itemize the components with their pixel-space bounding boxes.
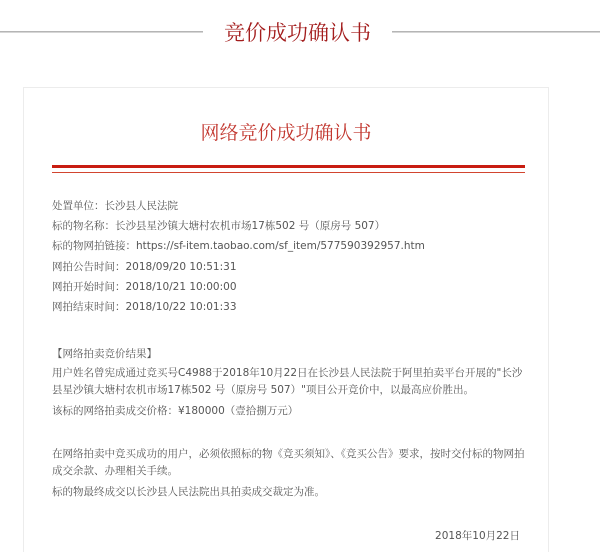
item-link[interactable]: https://sf-item.taobao.com/sf_item/577590392957.htm xyxy=(136,240,425,253)
info-item-name xyxy=(52,216,532,236)
result-section-heading: 【网络拍卖竞价结果】 xyxy=(52,348,157,361)
header-rule-left xyxy=(0,31,203,33)
info-end-time xyxy=(52,297,532,317)
document-title: 网络竞价成功确认书 xyxy=(200,122,372,144)
info-value: 2018/10/21 10:00:00 xyxy=(125,280,237,293)
result-paragraph: 用户姓名曾宪成通过竞买号C4988于2018年10月22日在长沙县人民法院于阿里拍卖平台开展的"长沙县星沙镇大塘村农机市场17栋502 号（原房号 507）"项目公开竞价中，以最高应价胜出。 xyxy=(52,367,523,397)
info-value: 长沙县人民法院 xyxy=(104,200,178,212)
document-content xyxy=(52,196,532,501)
info-value: 2018/10/22 10:01:33 xyxy=(125,300,237,313)
info-value: 2018/09/20 10:51:31 xyxy=(125,260,237,273)
price-line xyxy=(52,403,532,420)
info-label: 标的物网拍链接： xyxy=(52,240,136,253)
final-paragraph: 标的物最终成交以长沙县人民法院出具拍卖成交裁定为准。 xyxy=(52,486,325,499)
info-announce-time xyxy=(52,257,532,277)
confirmation-document xyxy=(23,87,549,552)
info-label: 网拍开始时间： xyxy=(52,280,126,293)
info-start-time xyxy=(52,277,532,297)
page-header xyxy=(0,16,600,50)
info-value: 长沙县星沙镇大塘村农机市场17栋502 号（原房号 507） xyxy=(115,220,386,233)
notice-paragraph: 在网络拍卖中竞买成功的用户，必须依照标的物《竞买须知》、《竞买公告》要求，按时交付标的物网拍成交余款、办理相关手续。 xyxy=(52,448,525,478)
info-label: 网拍结束时间： xyxy=(52,300,126,313)
header-rule-right xyxy=(392,31,600,33)
info-item-link xyxy=(52,236,532,256)
info-disposal-unit xyxy=(52,196,532,216)
info-label: 处置单位： xyxy=(52,200,105,212)
price-label: 该标的网络拍卖成交价格： xyxy=(52,405,178,418)
info-label: 标的物名称： xyxy=(52,220,115,233)
page-title: 竞价成功确认书 xyxy=(224,21,371,45)
title-divider-thick xyxy=(52,165,525,168)
price-value: ¥180000（壹拾捌万元） xyxy=(178,405,299,418)
info-label: 网拍公告时间： xyxy=(52,260,126,273)
title-divider-thin xyxy=(52,172,525,173)
document-date: 2018年10月22日 xyxy=(435,530,520,542)
